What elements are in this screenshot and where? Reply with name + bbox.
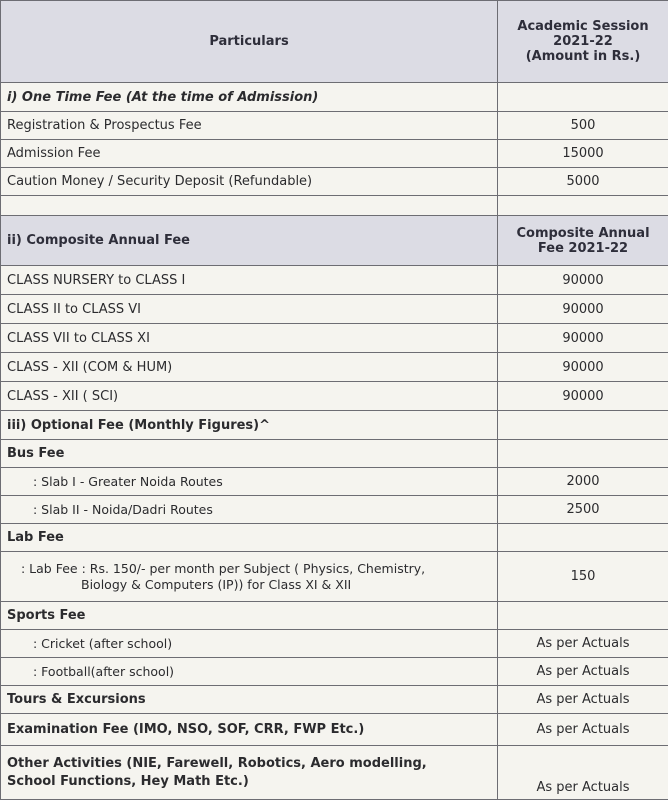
empty-cell: [498, 196, 668, 216]
row-value: 500: [498, 112, 668, 140]
empty-cell: [498, 83, 668, 112]
one-time-title: i) One Time Fee (At the time of Admission): [1, 83, 498, 112]
exam-label: Examination Fee (IMO, NSO, SOF, CRR, FWP Etc.): [1, 714, 498, 746]
empty-cell: [498, 524, 668, 552]
row-label: : Slab I - Greater Noida Routes: [1, 468, 498, 496]
table-row: [1, 140, 668, 168]
row-value: 90000: [498, 353, 668, 382]
row-label: Admission Fee: [1, 140, 498, 168]
lab-fee-line1: : Lab Fee : Rs. 150/- per month per Subject ( Physics, Chemistry,: [21, 560, 426, 576]
row-label: Registration & Prospectus Fee: [1, 112, 498, 140]
tours-label: Tours & Excursions: [1, 686, 498, 714]
row-value: As per Actuals: [498, 714, 668, 746]
table-row: [1, 496, 668, 524]
row-value: 90000: [498, 266, 668, 295]
row-label: : Slab II - Noida/Dadri Routes: [1, 496, 498, 524]
row-value: 90000: [498, 324, 668, 353]
other-activities-line2: School Functions, Hey Math Etc.): [7, 773, 249, 789]
optional-title-row: [1, 411, 668, 440]
empty-cell: [498, 440, 668, 468]
composite-header-row: [1, 216, 668, 266]
table-row: [1, 295, 668, 324]
row-label: CLASS - XII (COM & HUM): [1, 353, 498, 382]
other-activities-line1: Other Activities (NIE, Farewell, Robotics, Aero modelling,: [7, 755, 427, 771]
row-value: 5000: [498, 168, 668, 196]
header-row: [1, 1, 668, 83]
row-label: CLASS NURSERY to CLASS I: [1, 266, 498, 295]
row-label: CLASS - XII ( SCI): [1, 382, 498, 411]
row-value: 2000: [498, 468, 668, 496]
composite-col-line2: Fee 2021-22: [537, 240, 629, 256]
one-time-title-row: [1, 83, 668, 112]
bus-fee-title: Bus Fee: [1, 440, 498, 468]
table-row: [1, 382, 668, 411]
table-row: [1, 168, 668, 196]
row-value: 150: [498, 552, 668, 602]
bus-title-row: [1, 440, 668, 468]
session-header-line3: (Amount in Rs.): [525, 49, 641, 64]
table-row: [1, 746, 668, 800]
row-label: : Football(after school): [1, 658, 498, 686]
lab-title-row: [1, 524, 668, 552]
sports-title-row: [1, 602, 668, 630]
session-header: [498, 1, 668, 83]
table-row: [1, 324, 668, 353]
sports-fee-title: Sports Fee: [1, 602, 498, 630]
row-value: 90000: [498, 295, 668, 324]
table-row: [1, 630, 668, 658]
lab-fee-description: [1, 552, 498, 602]
table-row: [1, 714, 668, 746]
row-value: As per Actuals: [498, 686, 668, 714]
session-header-line2: 2021-22: [553, 34, 613, 49]
row-value: As per Actuals: [498, 630, 668, 658]
optional-title: iii) Optional Fee (Monthly Figures)^: [1, 411, 498, 440]
other-activities-label: [1, 746, 498, 800]
row-label: CLASS II to CLASS VI: [1, 295, 498, 324]
table-row: [1, 353, 668, 382]
row-value: 15000: [498, 140, 668, 168]
table-row: [1, 266, 668, 295]
lab-fee-title: Lab Fee: [1, 524, 498, 552]
lab-fee-line2: Biology & Computers (IP)) for Class XI & XII: [81, 576, 352, 592]
composite-col-line1: Composite Annual: [516, 225, 650, 241]
table-row: [1, 468, 668, 496]
row-label: : Cricket (after school): [1, 630, 498, 658]
row-value: As per Actuals: [498, 746, 668, 800]
table-row: [1, 112, 668, 140]
row-value: 90000: [498, 382, 668, 411]
row-value: As per Actuals: [498, 658, 668, 686]
composite-col-header: [498, 216, 668, 266]
particulars-header: Particulars: [1, 1, 498, 83]
empty-cell: [498, 602, 668, 630]
empty-cell: [1, 196, 498, 216]
table-row: [1, 552, 668, 602]
spacer-row: [1, 196, 668, 216]
row-label: CLASS VII to CLASS XI: [1, 324, 498, 353]
composite-title: ii) Composite Annual Fee: [1, 216, 498, 266]
row-label: Caution Money / Security Deposit (Refundable): [1, 168, 498, 196]
empty-cell: [498, 411, 668, 440]
table-row: [1, 658, 668, 686]
table-row: [1, 686, 668, 714]
session-header-line1: Academic Session: [517, 19, 649, 34]
row-value: 2500: [498, 496, 668, 524]
